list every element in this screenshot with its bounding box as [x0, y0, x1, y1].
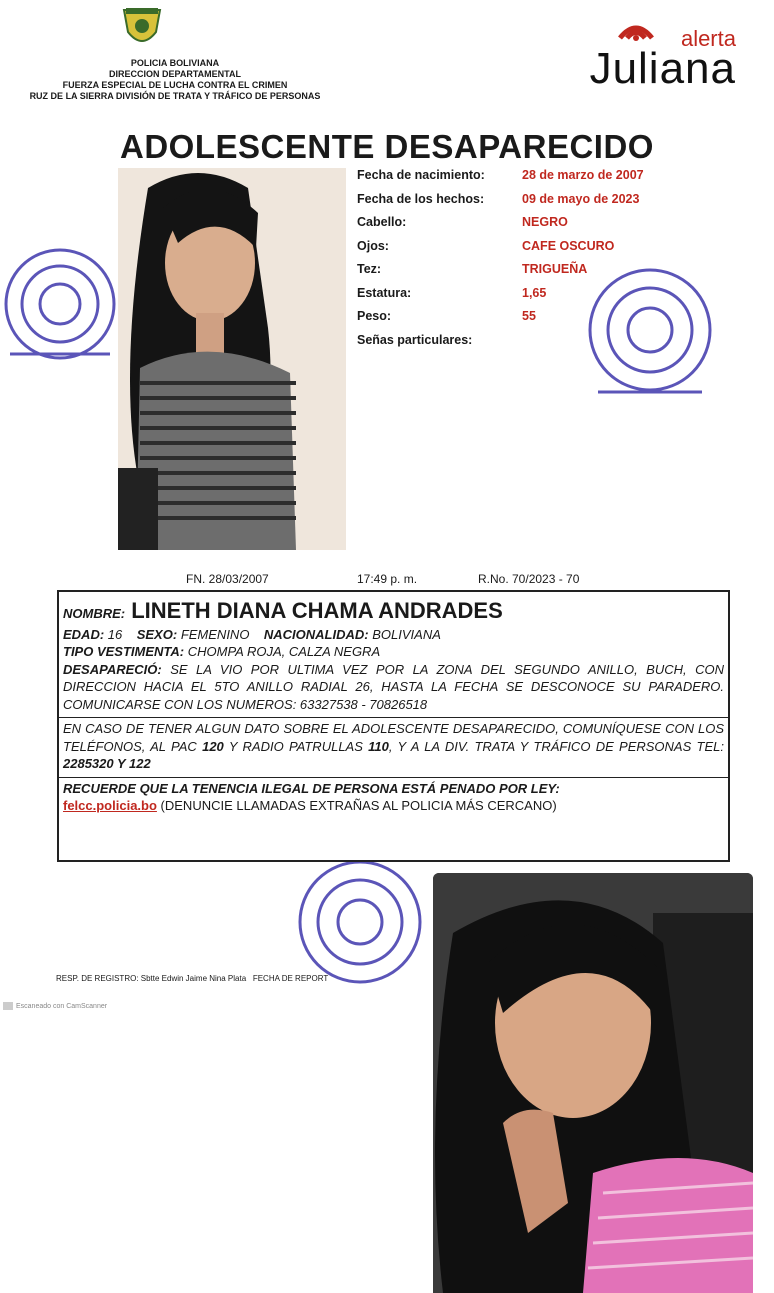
pac-number: 120 — [202, 738, 224, 754]
record-fn: FN. 28/03/2007 — [186, 572, 269, 586]
detail-label: Señas particulares: — [357, 332, 473, 347]
signal-icon — [616, 16, 656, 42]
contact-text: EN CASO DE TENER ALGUN DATO SOBRE EL ADOLESCENTE DESAPARECIDO, COMUNÍQUESE CON LOS TELÉFONOS, AL PAC — [63, 721, 724, 754]
contact-info — [59, 718, 728, 777]
sexo-label: SEXO: — [136, 626, 178, 642]
edad-value: 16 — [107, 626, 123, 642]
police-seal-stamp-icon — [288, 852, 418, 982]
detail-row — [357, 168, 687, 192]
sexo-value: FEMENINO — [180, 626, 250, 642]
detail-label: Ojos: — [357, 238, 389, 253]
radio-number: 110 — [368, 738, 389, 754]
info-box — [57, 590, 730, 862]
report-line — [59, 797, 728, 815]
vestimenta-label: TIPO VESTIMENTA: — [63, 644, 185, 659]
contact-text: Y RADIO PATRULLAS — [223, 738, 369, 754]
detail-label: Cabello: — [357, 215, 407, 229]
legal-warning — [59, 778, 728, 798]
person-name: LINETH DIANA CHAMA ANDRADES — [131, 598, 503, 623]
detail-label: Estatura: — [357, 285, 412, 300]
detail-label: Peso: — [357, 309, 392, 323]
detail-row — [357, 192, 687, 216]
header-line: FUERZA ESPECIAL DE LUCHA CONTRA EL CRIMEN — [62, 80, 288, 90]
contact-text: , Y A LA DIV. TRATA Y TRÁFICO DE PERSONAS TEL: — [388, 738, 724, 754]
name-label: NOMBRE: — [63, 606, 126, 621]
division-phone: 2285320 Y 122 — [63, 756, 151, 771]
clothing-info — [59, 643, 728, 661]
nacionalidad-value: BOLIVIANA — [372, 626, 441, 642]
resp-text: RESP. DE REGISTRO: Sbtte Edwin Jaime Nina Plata — [56, 974, 247, 983]
desaparecio-label: DESAPARECIÓ: — [63, 661, 162, 677]
detail-value: 09 de mayo de 2023 — [522, 191, 640, 206]
felcc-link[interactable]: felcc.policia.bo — [63, 798, 157, 813]
basic-info — [59, 626, 728, 644]
brand-alerta: alerta — [680, 26, 736, 51]
disappearance-info — [59, 661, 728, 718]
scanner-text: Escaneado con CamScanner — [16, 1002, 108, 1010]
page-title: ADOLESCENTE DESAPARECIDO — [120, 128, 654, 165]
detail-label: Fecha de nacimiento: — [357, 168, 485, 182]
nacionalidad-label: NACIONALIDAD: — [263, 626, 369, 642]
warning-text: RECUERDE QUE LA TENENCIA ILEGAL DE PERSONA ESTÁ PENADO POR LEY: — [63, 780, 560, 796]
desaparecio-value: SE LA VIO POR ULTIMA VEZ POR LA ZONA DEL SEGUNDO ANILLO, BUCH, CON DIRECCION HACIA EL 5TO ANILLO RADIAL 26, HASTA LA FECHA SE DESCONOCE SU PARADERO. COMUNICARSE CON LOS NUMEROS: 63327538 - 70826518 — [63, 661, 724, 712]
detail-value: 55 — [522, 309, 536, 323]
detail-row — [357, 239, 687, 263]
detail-value: CAFE OSCURO — [522, 238, 615, 253]
detail-value: 1,65 — [522, 285, 547, 300]
resp-tail: FECHA DE REPORT — [252, 974, 329, 983]
detail-label: Fecha de los hechos: — [357, 191, 485, 206]
missing-person-selfie-photo — [433, 873, 753, 1293]
denuncie-text: (DENUNCIE LLAMADAS EXTRAÑAS AL POLICIA MÁS CERCANO) — [160, 798, 557, 813]
detail-value: NEGRO — [522, 215, 568, 229]
detail-row — [357, 215, 687, 239]
vestimenta-value: CHOMPA ROJA, CALZA NEGRA — [187, 644, 381, 659]
edad-label: EDAD: — [63, 626, 105, 642]
scanner-watermark — [0, 1002, 107, 1010]
brand-juliana: Juliana — [589, 44, 736, 93]
header-line: RUZ DE LA SIERRA DIVISIÓN DE TRATA Y TRÁFICO DE PERSONAS — [29, 91, 321, 101]
issuer-header — [0, 8, 350, 102]
name-line — [59, 592, 728, 623]
record-time: 17:49 p. m. — [357, 572, 418, 586]
header-line: POLICIA BOLIVIANA — [130, 58, 220, 68]
police-seal-stamp-icon — [0, 242, 130, 372]
detail-value: 28 de marzo de 2007 — [522, 168, 644, 182]
registration-responsible — [56, 974, 328, 983]
alerta-juliana-logo — [561, 16, 736, 93]
missing-person-photo — [118, 168, 346, 550]
header-line: DIRECCION DEPARTAMENTAL — [109, 69, 241, 79]
detail-value: TRIGUEÑA — [522, 262, 588, 276]
detail-label: Tez: — [357, 262, 382, 276]
record-number: R.No. 70/2023 - 70 — [478, 572, 580, 586]
police-seal-stamp-icon — [578, 262, 708, 392]
